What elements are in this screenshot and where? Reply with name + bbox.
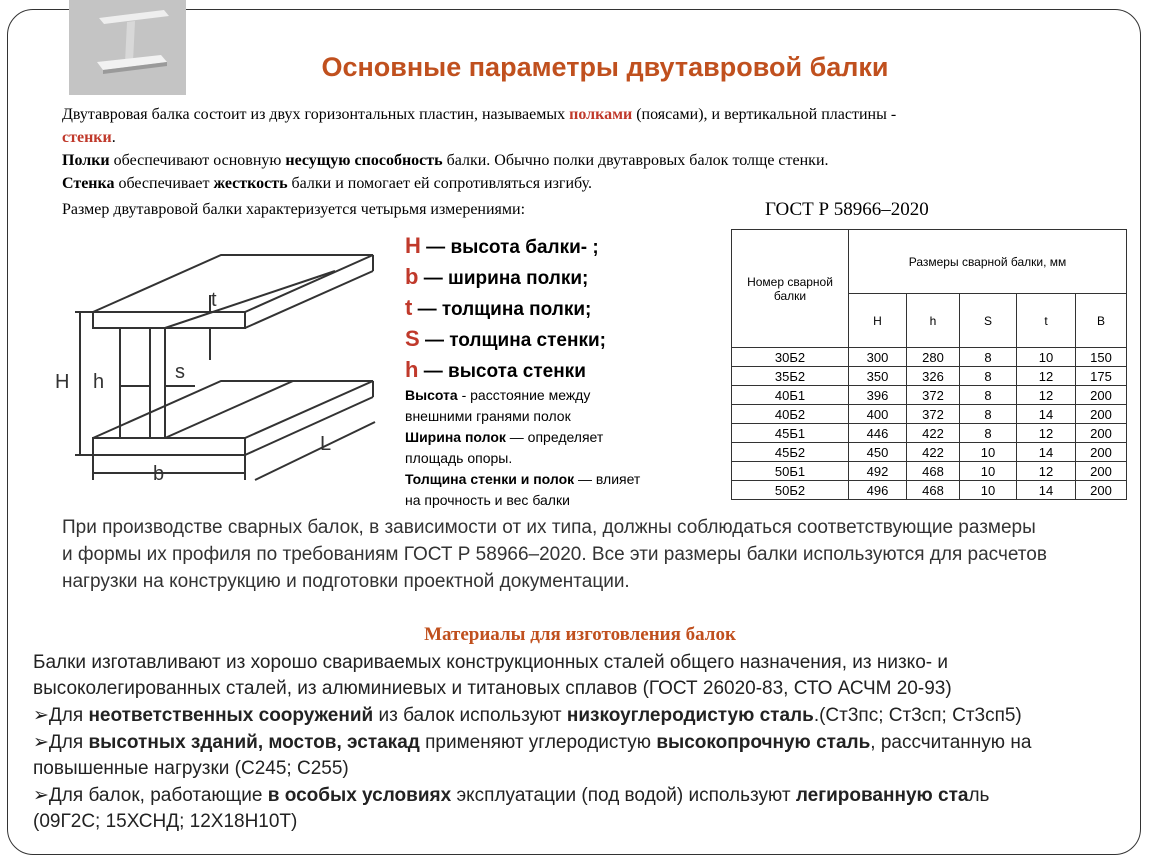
table-cell: 200 [1076,405,1127,424]
table-cell: 468 [907,481,960,500]
table-cell: 8 [960,348,1017,367]
table-cell: 150 [1076,348,1127,367]
table-row [732,462,1127,481]
table-cell: 200 [1076,481,1127,500]
diagram-label-b: b [153,463,165,485]
intro-line-3: Полки обеспечивают основную несущую способность балки. Обычно полки двутавровых балок толще стенки. [62,152,829,169]
materials-line-2: высоколегированных сталей, из алюминиевых и титановых сплавов (ГОСТ 26020-83, СТО АСЧМ 20-93) [33,678,952,699]
legend-row-H: H — высота балки- ; [405,233,599,258]
legend-row-b: b — ширина полки; [405,264,589,289]
table-subheader: B [1076,294,1127,348]
table-cell: 200 [1076,443,1127,462]
table-cell: 14 [1017,481,1076,500]
table-row [732,424,1127,443]
table-cell: 14 [1017,405,1076,424]
table-subheader: H [849,294,907,348]
diagram-label-h: h [93,371,105,393]
diagram-label-H: H [55,371,70,393]
table-cell: 14 [1017,443,1076,462]
table-cell: 12 [1017,367,1076,386]
table-cell: 300 [849,348,907,367]
table-cell: 8 [960,405,1017,424]
table-cell: 372 [907,386,960,405]
table-cell: 396 [849,386,907,405]
table-cell: 422 [907,424,960,443]
legend-desc-3: Ширина полок — определяет [405,429,604,445]
dimension-legend [405,230,640,511]
gost-table [731,229,1127,500]
table-cell: 200 [1076,386,1127,405]
legend-desc-5: Толщина стенки и полок — влияет [405,471,641,487]
materials-line-4: ➢Для высотных зданий, мостов, эстакад применяют углеродистую высокопрочную сталь, рассчитанную на [33,732,1032,753]
table-cell: 280 [907,348,960,367]
table-cell: 12 [1017,424,1076,443]
table-row [732,367,1127,386]
table-cell: 200 [1076,462,1127,481]
beam-diagram [45,240,385,500]
table-cell: 350 [849,367,907,386]
table-cell: 45Б2 [732,443,849,462]
table-cell: 400 [849,405,907,424]
table-subheader: h [907,294,960,348]
legend-desc-4: площадь опоры. [405,450,513,466]
table-cell: 372 [907,405,960,424]
intro-line-1: Двутавровая балка состоит из двух горизонтальных пластин, называемых полками (поясами), и вертикальной пластины - [62,106,897,123]
table-cell: 446 [849,424,907,443]
diagram-label-s: s [175,361,185,383]
table-cell: 40Б1 [732,386,849,405]
materials-title: Материалы для изготовления балок [424,624,736,645]
legend-row-S: S — толщина стенки; [405,326,606,351]
production-line: нагрузки на конструкцию и подготовки проектной документации. [62,571,630,592]
materials-line-7: (09Г2С; 15ХСНД; 12Х18Н10Т) [33,811,298,832]
table-cell: 50Б2 [732,481,849,500]
table-cell: 12 [1017,462,1076,481]
table-row [732,405,1127,424]
table-cell: 8 [960,386,1017,405]
table-cell: 30Б2 [732,348,849,367]
legend-desc-6: на прочность и вес балки [405,492,570,508]
table-subheader: S [960,294,1017,348]
diagram-label-L: L [320,433,332,455]
materials-line-5: повышенные нагрузки (С245; С255) [33,758,349,779]
table-cell: 10 [960,462,1017,481]
table-cell: 12 [1017,386,1076,405]
materials-line-3: ➢Для неответственных сооружений из балок используют низкоуглеродистую сталь.(Ст3пс; Ст3сп; Ст3сп5) [33,705,1022,726]
table-cell: 8 [960,367,1017,386]
intro-line-4: Стенка обеспечивает жесткость балки и помогает ей сопротивляться изгибу. [62,175,592,192]
table-cell: 45Б1 [732,424,849,443]
table-cell: 35Б2 [732,367,849,386]
production-paragraph [62,514,1047,595]
table-cell: 492 [849,462,907,481]
table-cell: 200 [1076,424,1127,443]
diagram-label-t: t [211,289,217,311]
table-header-sizes: Размеры сварной балки, мм [849,230,1127,294]
intro-line-2: стенки. [62,129,116,146]
legend-row-h: h — высота стенки [405,357,586,382]
table-cell: 40Б2 [732,405,849,424]
table-cell: 326 [907,367,960,386]
table-subheader: t [1017,294,1076,348]
table-row [732,443,1127,462]
table-cell: 10 [1017,348,1076,367]
table-row [732,481,1127,500]
table-cell: 8 [960,424,1017,443]
materials-line-1: Балки изготавливают из хорошо свариваемых конструкционных сталей общего назначения, из низко- и [33,652,948,673]
page-title: Основные параметры двутавровой балки [321,52,889,82]
table-cell: 175 [1076,367,1127,386]
table-cell: 50Б1 [732,462,849,481]
intro-line-5: Размер двутавровой балки характеризуется четырьмя измерениями: [62,201,526,218]
production-line: и формы их профиля по требованиям ГОСТ Р 58966–2020. Все эти размеры балки используются для расчетов [62,544,1047,565]
table-cell: 468 [907,462,960,481]
production-line: При производстве сварных балок, в зависимости от их типа, должны соблюдаться соответствующие размеры [62,517,1036,538]
materials-line-6: ➢Для балок, работающие в особых условиях эксплуатации (под водой) используют легированную сталь [33,785,990,806]
table-cell: 450 [849,443,907,462]
table-cell: 496 [849,481,907,500]
table-cell: 422 [907,443,960,462]
table-cell: 10 [960,443,1017,462]
table-row [732,348,1127,367]
gost-title: ГОСТ Р 58966–2020 [765,199,929,220]
legend-desc-2: внешними гранями полок [405,408,571,424]
table-header-number: Номер сварной балки [732,230,849,348]
legend-row-t: t — толщина полки; [405,295,592,320]
table-cell: 10 [960,481,1017,500]
legend-desc-1: Высота - расстояние между [405,387,591,403]
table-row [732,386,1127,405]
